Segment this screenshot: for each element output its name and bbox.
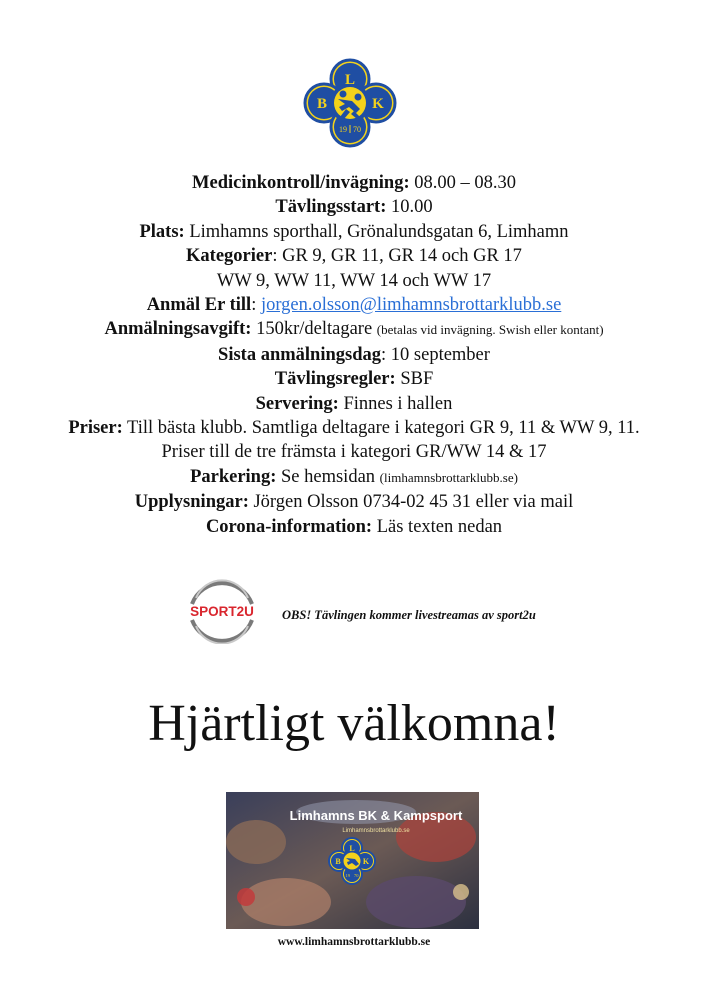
footer-website-link[interactable]: www.limhamnsbrottarklubb.se <box>277 936 431 948</box>
categories-label: Kategorier <box>186 246 273 267</box>
start-value: 10.00 <box>386 197 433 218</box>
contact-row <box>0 490 708 514</box>
banner-logo-letter-k: K <box>362 857 370 866</box>
register-row <box>0 293 708 317</box>
start-label: Tävlingsstart: <box>275 197 387 218</box>
register-email-link[interactable]: jorgen.olsson@limhamnsbrottarklubb.se <box>260 295 562 316</box>
serving-value: Finnes i hallen <box>338 393 453 414</box>
place-value: Limhamns sporthall, Grönalundsgatan 6, Limhamn <box>184 221 569 242</box>
corona-row <box>0 515 708 539</box>
banner-logo-letter-l: L <box>349 844 355 853</box>
banner-logo-letter-b: B <box>335 857 341 866</box>
categories-row-2 <box>0 269 708 293</box>
sport2u-logo <box>176 578 268 644</box>
prizes-label: Priser: <box>68 418 123 439</box>
corona-value: Läs texten nedan <box>372 516 503 537</box>
medical-check-row <box>0 171 708 195</box>
club-banner <box>226 792 479 929</box>
deadline-value: : 10 september <box>381 344 490 365</box>
register-label: Anmäl Er till <box>146 295 252 316</box>
medical-check-label: Medicinkontroll/invägning: <box>192 173 410 193</box>
competition-info <box>0 171 708 539</box>
parking-note: (limhamnsbrottarklubb.se) <box>379 469 518 485</box>
parking-row <box>0 465 708 490</box>
parking-label: Parkering: <box>190 466 277 487</box>
prizes-row-2 <box>0 440 708 464</box>
medical-check-value: 08.00 – 08.30 <box>409 173 516 193</box>
fee-label: Anmälningsavgift: <box>104 319 252 340</box>
livestream-note: OBS! Tävlingen kommer livestreamas av sport2u <box>282 608 536 622</box>
logo-letter-k: K <box>372 96 384 112</box>
logo-year-left: 19 <box>339 125 347 134</box>
sport2u-logo-text: SPORT2U <box>190 604 254 619</box>
categories-row <box>0 244 708 268</box>
categories-value: : GR 9, GR 11, GR 14 och GR 17 <box>272 246 522 267</box>
register-colon: : <box>251 295 261 316</box>
prizes-value-2: Priser till de tre främsta i kategori GR/WW 14 & 17 <box>161 442 547 463</box>
logo-letter-l: L <box>344 72 356 88</box>
deadline-label: Sista anmälningsdag <box>218 344 382 365</box>
parking-value: Se hemsidan <box>276 466 380 487</box>
deadline-row <box>0 343 708 367</box>
contact-value: Jörgen Olsson 0734-02 45 31 eller via mail <box>248 492 574 513</box>
place-row <box>0 220 708 244</box>
welcome-heading: Hjärtligt välkomna! <box>148 695 560 752</box>
banner-subtitle: Limhamnsbrottarklubb.se <box>342 828 410 834</box>
club-logo <box>302 57 398 149</box>
serving-label: Servering: <box>255 393 339 414</box>
prizes-row <box>0 416 708 440</box>
serving-row <box>0 392 708 416</box>
contact-label: Upplysningar: <box>134 492 249 513</box>
rules-value: SBF <box>395 369 434 390</box>
fee-value: 150kr/deltagare <box>251 319 377 340</box>
rules-label: Tävlingsregler: <box>274 369 396 390</box>
prizes-value: Till bästa klubb. Samtliga deltagare i kategori GR 9, 11 & WW 9, 11. <box>122 418 640 439</box>
fee-row <box>0 317 708 342</box>
banner-logo-year-right: 70 <box>354 873 359 878</box>
place-label: Plats: <box>139 221 185 242</box>
start-row <box>0 195 708 219</box>
corona-label: Corona-information: <box>205 516 373 537</box>
logo-letter-b: B <box>316 96 328 112</box>
fee-note: (betalas vid invägning. Swish eller kontant) <box>376 322 604 338</box>
rules-row <box>0 367 708 391</box>
logo-year-right: 70 <box>353 125 361 134</box>
categories-value-2: WW 9, WW 11, WW 14 och WW 17 <box>216 270 492 291</box>
banner-logo-year-left: 19 <box>345 873 350 878</box>
banner-title: Limhamns BK & Kampsport <box>289 808 463 823</box>
